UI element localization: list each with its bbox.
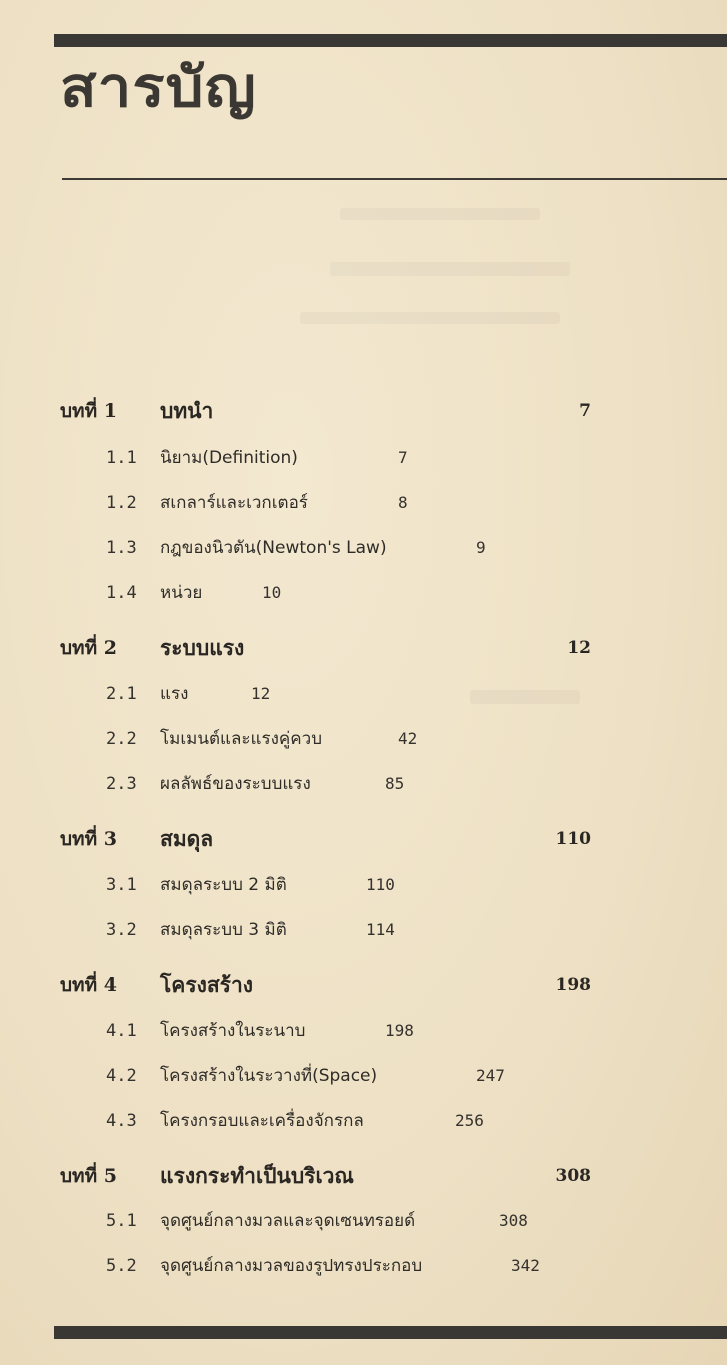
section-row bbox=[0, 576, 727, 610]
chapter-page-number: 198 bbox=[555, 975, 591, 995]
chapter-title: ระบบแรง bbox=[160, 635, 245, 660]
section-page-number: 9 bbox=[476, 538, 486, 557]
chapter-page-number: 12 bbox=[567, 638, 591, 658]
section-row bbox=[0, 677, 727, 711]
section-row bbox=[0, 722, 727, 756]
section-row bbox=[0, 441, 727, 475]
section-row bbox=[0, 868, 727, 902]
section-number: 1.3 bbox=[106, 538, 137, 558]
chapter-label: บทที่ 1 bbox=[60, 400, 117, 422]
chapter-row bbox=[0, 968, 727, 1002]
section-number: 3.2 bbox=[106, 920, 137, 940]
section-number: 4.1 bbox=[106, 1021, 137, 1041]
section-number: 5.2 bbox=[106, 1256, 137, 1276]
section-page-number: 198 bbox=[385, 1021, 414, 1040]
section-page-number: 256 bbox=[455, 1111, 484, 1130]
section-title: หน่วย bbox=[160, 583, 203, 603]
section-title: โมเมนต์และแรงคู่ควบ bbox=[160, 729, 322, 749]
section-title: จุดศูนย์กลางมวลของรูปทรงประกอบ bbox=[160, 1256, 423, 1276]
section-title: โครงสร้างในระนาบ bbox=[160, 1021, 306, 1041]
section-number: 2.1 bbox=[106, 684, 137, 704]
chapter-row bbox=[0, 1159, 727, 1193]
section-row bbox=[0, 1249, 727, 1283]
section-page-number: 247 bbox=[476, 1066, 505, 1085]
chapter-title: สมดุล bbox=[160, 826, 214, 851]
chapter-title: บทนำ bbox=[160, 398, 214, 423]
section-number: 2.2 bbox=[106, 729, 137, 749]
section-page-number: 114 bbox=[366, 920, 395, 939]
section-title: กฎของนิวตัน(Newton's Law) bbox=[160, 538, 387, 558]
section-title: นิยาม(Definition) bbox=[160, 448, 298, 468]
section-page-number: 8 bbox=[398, 493, 408, 512]
section-page-number: 308 bbox=[499, 1211, 528, 1230]
section-number: 4.2 bbox=[106, 1066, 137, 1086]
chapter-label: บทที่ 4 bbox=[60, 974, 117, 996]
section-page-number: 10 bbox=[262, 583, 282, 602]
section-number: 1.1 bbox=[106, 448, 137, 468]
section-row bbox=[0, 767, 727, 801]
section-page-number: 12 bbox=[251, 684, 271, 703]
section-page-number: 342 bbox=[511, 1256, 540, 1275]
section-title: จุดศูนย์กลางมวลและจุดเซนทรอยด์ bbox=[160, 1211, 416, 1231]
section-number: 5.1 bbox=[106, 1211, 137, 1231]
chapter-row bbox=[0, 631, 727, 665]
section-row bbox=[0, 913, 727, 947]
section-number: 1.2 bbox=[106, 493, 137, 513]
section-page-number: 110 bbox=[366, 875, 395, 894]
chapter-row bbox=[0, 394, 727, 428]
section-title: สมดุลระบบ 3 มิติ bbox=[160, 920, 287, 940]
section-row bbox=[0, 531, 727, 565]
section-number: 1.4 bbox=[106, 583, 137, 603]
section-title: สเกลาร์และเวกเตอร์ bbox=[160, 493, 308, 513]
section-page-number: 85 bbox=[385, 774, 405, 793]
section-page-number: 7 bbox=[398, 448, 408, 467]
chapter-page-number: 110 bbox=[555, 829, 591, 849]
section-number: 2.3 bbox=[106, 774, 137, 794]
chapter-row bbox=[0, 822, 727, 856]
chapter-page-number: 7 bbox=[579, 401, 591, 421]
section-row bbox=[0, 1104, 727, 1138]
bottom-rule-bar bbox=[54, 1326, 727, 1339]
section-title: ผลลัพธ์ของระบบแรง bbox=[160, 774, 311, 794]
section-title: สมดุลระบบ 2 มิติ bbox=[160, 875, 287, 895]
section-title: โครงกรอบและเครื่องจักรกล bbox=[160, 1111, 364, 1131]
page-title: สารบัญ bbox=[60, 55, 257, 120]
section-title: โครงสร้างในระวางที่(Space) bbox=[160, 1066, 378, 1086]
chapter-page-number: 308 bbox=[555, 1166, 591, 1186]
section-page-number: 42 bbox=[398, 729, 418, 748]
chapter-label: บทที่ 2 bbox=[60, 637, 117, 659]
section-row bbox=[0, 1204, 727, 1238]
chapter-label: บทที่ 5 bbox=[60, 1165, 117, 1187]
section-number: 4.3 bbox=[106, 1111, 137, 1131]
section-row bbox=[0, 1059, 727, 1093]
chapter-label: บทที่ 3 bbox=[60, 828, 117, 850]
section-row bbox=[0, 486, 727, 520]
section-title: แรง bbox=[160, 684, 189, 704]
section-row bbox=[0, 1014, 727, 1048]
chapter-title: โครงสร้าง bbox=[160, 972, 254, 997]
section-number: 3.1 bbox=[106, 875, 137, 895]
chapter-title: แรงกระทำเป็นบริเวณ bbox=[160, 1163, 354, 1188]
